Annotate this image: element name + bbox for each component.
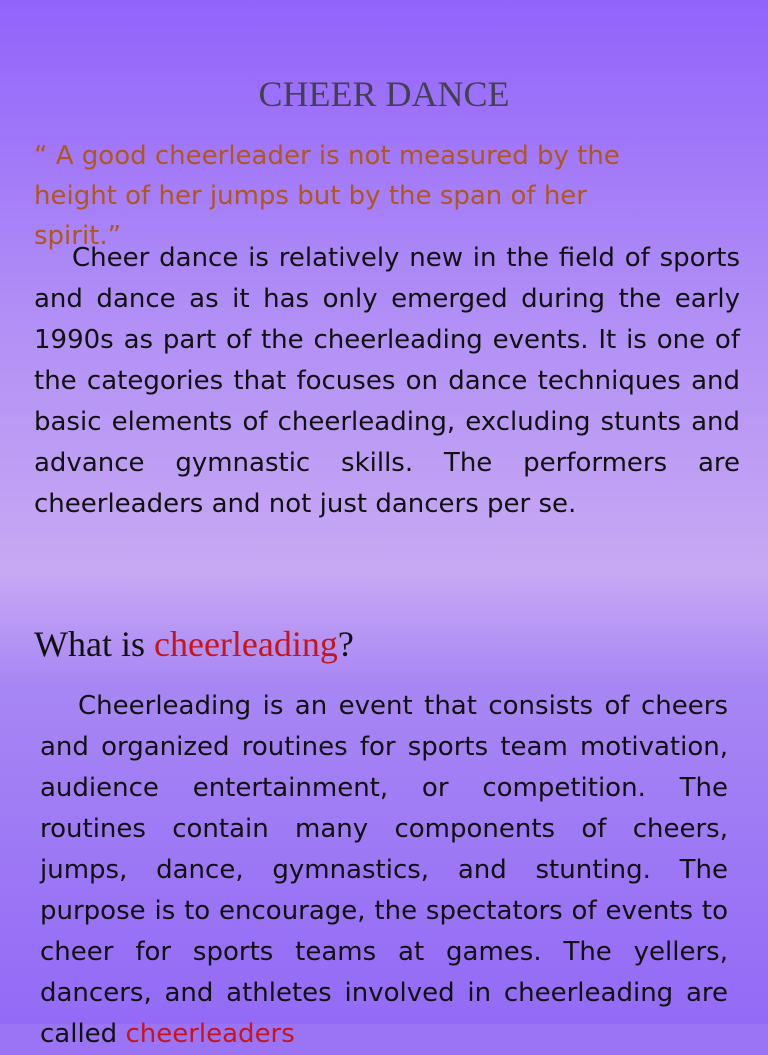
slide-title: CHEER DANCE [258, 74, 510, 114]
cheerleaders-accent-word: cheerleaders [125, 1019, 295, 1049]
heading-suffix: ? [337, 624, 354, 664]
heading-prefix: What is [34, 624, 154, 664]
cheer-dance-paragraph: Cheer dance is relatively new in the field of sports and dance as it has only emerged during the early 1990s as part of the cheerleading events. It is one of the categories that focuses on dance techniques and basic elements of cheerleading, excluding stunts and advance gymnastic skills. The performers are cheerleaders and not just dancers per se. [34, 243, 740, 519]
cheerleading-paragraph-text: Cheerleading is an event that consists of cheers and organized routines for sports team motivation, audience entertainment, or competition. The routines contain many components of cheers, jumps, dance, gymnastics, and stunting. The purpose is to encourage, the spectators of events to cheer for sports teams at games. The yellers, dancers, and athletes involved in cheerleading are called [40, 691, 728, 1049]
quote-text: “ A good cheerleader is not measured by the height of her jumps but by the span of her spirit.” [34, 141, 620, 251]
slide-heading [34, 620, 354, 668]
heading-accent-word: cheerleading [153, 624, 338, 664]
cheerleading-paragraph [40, 686, 728, 1055]
slide-what-is-cheerleading [0, 576, 768, 1049]
